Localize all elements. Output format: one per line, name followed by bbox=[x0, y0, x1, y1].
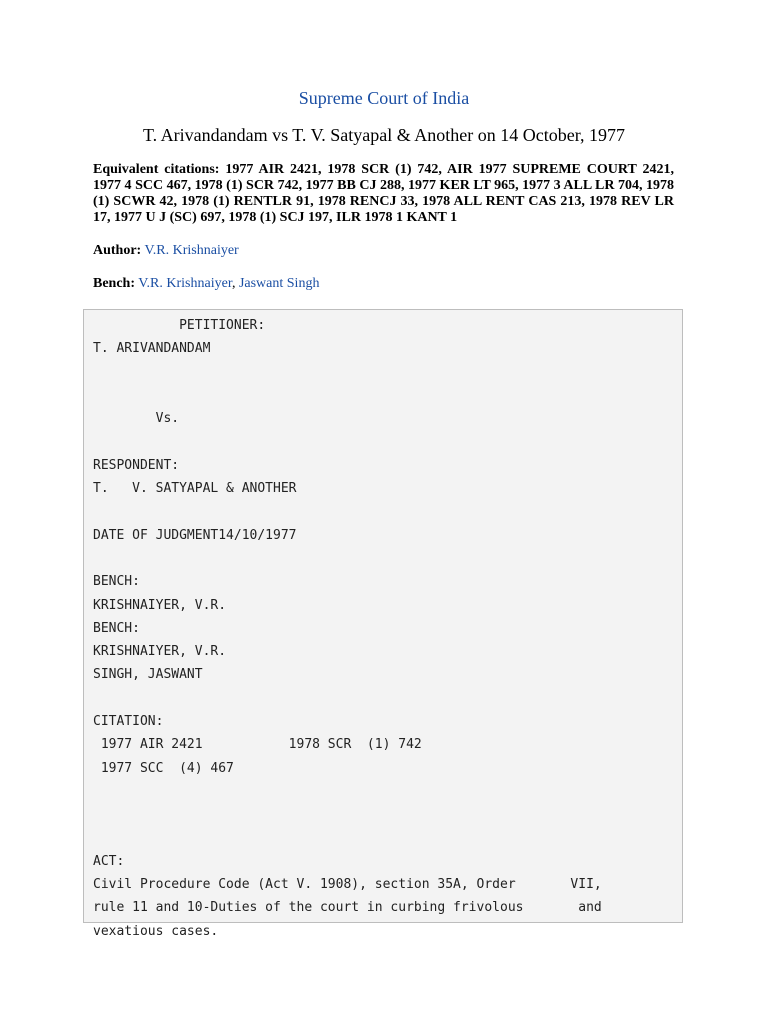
judgment-line: vexatious cases. bbox=[93, 923, 219, 939]
bench-judge-link-1[interactable]: V.R. Krishnaiyer bbox=[138, 276, 232, 291]
bench-separator: , bbox=[231, 276, 236, 291]
bench-judge-link-2[interactable]: Jaswant Singh bbox=[238, 276, 320, 291]
citations-text: 1977 AIR 2421, 1978 SCR (1) 742, AIR 1977 SUPREME COURT 2421, 1977 4 SCC 467, 1978 (1) SCR 742, 1977 BB CJ 288, 1977 KER LT 965, 1977 3 ALL LR 704, 1978 (1) SCWR 42, 1978 (1) RENTLR 91, 1978 RENCJ 33, 1978 ALL RENT CAS 213, 1978 REV LR 17, 1977 U J (SC) 697, 1978 (1) SCJ 197, ILR 1978 1 KANT 1 bbox=[93, 162, 674, 225]
judgment-line: T. ARIVANDANDAM bbox=[93, 341, 211, 357]
judgment-line: T. V. SATYAPAL & ANOTHER bbox=[93, 481, 297, 497]
citations-label: Equivalent citations: bbox=[93, 162, 220, 177]
judgment-text bbox=[93, 314, 602, 943]
judgment-line: 1977 SCC (4) 467 bbox=[93, 760, 234, 776]
judgment-line: KRISHNAIYER, V.R. bbox=[93, 644, 227, 660]
judgment-line: Civil Procedure Code (Act V. 1908), section 35A, Order VII, bbox=[93, 877, 602, 893]
author-label: Author: bbox=[93, 243, 142, 258]
judgment-line: CITATION: bbox=[93, 714, 164, 730]
judgment-line: rule 11 and 10-Duties of the court in curbing frivolous and bbox=[93, 900, 602, 916]
bench-line bbox=[93, 275, 674, 293]
judgment-text-box bbox=[83, 309, 683, 939]
case-title: T. Arivandandam vs T. V. Satyapal & Another on 14 October, 1977 bbox=[142, 125, 626, 145]
author-line bbox=[93, 242, 674, 260]
bench-label: Bench: bbox=[93, 276, 135, 291]
judgment-line: ACT: bbox=[93, 853, 125, 869]
judgment-line: DATE OF JUDGMENT14/10/1977 bbox=[93, 527, 297, 543]
author-link[interactable]: V.R. Krishnaiyer bbox=[144, 243, 239, 258]
judgment-line: BENCH: bbox=[93, 620, 140, 636]
judgment-line: SINGH, JASWANT bbox=[93, 667, 203, 683]
judgment-line: RESPONDENT: bbox=[93, 457, 180, 473]
judgment-line: BENCH: bbox=[93, 574, 140, 590]
judgment-line: 1977 AIR 2421 1978 SCR (1) 742 bbox=[93, 737, 422, 753]
court-name-link[interactable]: Supreme Court of India bbox=[298, 88, 470, 108]
equivalent-citations bbox=[93, 162, 674, 226]
judgment-line: KRISHNAIYER, V.R. bbox=[93, 597, 227, 613]
judgment-line: Vs. bbox=[93, 411, 180, 427]
judgment-line: PETITIONER: bbox=[93, 318, 266, 333]
